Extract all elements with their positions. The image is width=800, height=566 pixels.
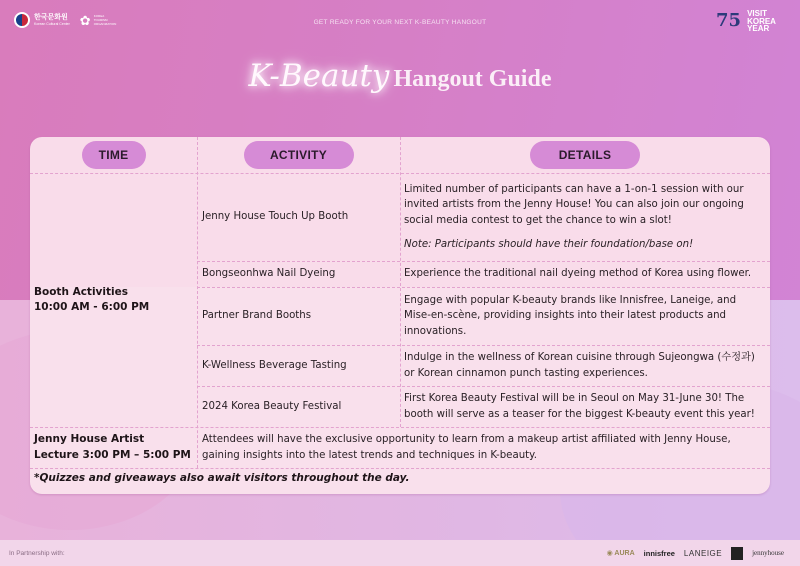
partner-brand-logos [607, 547, 784, 560]
jennyhouse-logo: jennyhouse [752, 549, 784, 557]
table-row-activity: Partner Brand Booths [202, 310, 312, 322]
divider [400, 137, 401, 427]
schedule-table [30, 137, 770, 494]
table-row-activity: Bongseonhwa Nail Dyeing [202, 268, 336, 280]
time-header-pill: TIME [82, 141, 146, 169]
page-title [0, 58, 800, 94]
header-right-logos [716, 10, 776, 33]
note-text: Note: Participants should have their foundation/base on! [404, 239, 694, 250]
aura-logo: ◉ AURA [606, 550, 635, 557]
visit-korea-year-logo: VISIT KOREA YEAR [747, 9, 776, 33]
title-highlight: K-Beauty [248, 58, 390, 94]
laneige-logo: LANEIGE [683, 548, 723, 558]
table-row-details: Limited number of participants can have a 1-on-1 session with our invited artists from the Jenny House! You can also join our ongoing social media contest to get the chance to win a slot! Note: Participants should have their foundation/base on! [404, 173, 766, 261]
kcc-english-name: Korean Cultural Center [34, 21, 70, 26]
table-row-details: Experience the traditional nail dyeing method of Korea using flower. [404, 268, 752, 280]
mise-en-scene-logo [731, 547, 743, 560]
column-header-details [400, 137, 770, 173]
table-row-details: Indulge in the wellness of Korean cuisine through Sujeongwa (수정과) or Korean cinnamon punch tasting experiences. [404, 352, 755, 379]
table-row-activity: Jenny House Touch Up Booth [202, 211, 349, 223]
time-label: Booth Activities [34, 285, 128, 298]
time-range: Lecture 3:00 PM – 5:00 PM [34, 448, 191, 461]
time-range: 10:00 AM - 6:00 PM [34, 301, 150, 313]
footer [0, 540, 800, 566]
lecture-details: Attendees will have the exclusive opportunity to learn from a makeup artist affiliated with Jenny House, gaining insights into the latest trends and techniques in K-beauty. [202, 434, 731, 461]
table-row-activity: 2024 Korea Beauty Festival [202, 400, 342, 412]
anniversary-75-logo: 75 [716, 10, 742, 32]
innisfree-logo: innisfree [643, 548, 675, 558]
table-row-details: Engage with popular K-beauty brands like Innisfree, Laneige, and Mise-en-scène, providing insights into their latest products and innovations. [404, 294, 737, 337]
column-header-activity [197, 137, 400, 173]
details-header-pill: DETAILS [530, 141, 640, 169]
table-row-details: First Korea Beauty Festival will be in Seoul on May 31-June 30! The booth will serve as a teaser for the biggest K-beauty event this year! [404, 393, 755, 420]
column-header-time [30, 137, 197, 173]
kcc-korean-name: 한국문화원 [34, 13, 68, 21]
partner-label: In Partnership with: [9, 549, 65, 557]
divider [30, 468, 770, 469]
tagline: GET READY FOR YOUR NEXT K-BEAUTY HANGOUT [313, 19, 487, 26]
time-label: Jenny House Artist [34, 433, 145, 445]
time-cell-booth-activities [34, 173, 194, 427]
divider [197, 137, 198, 468]
kto-name: KOREA TOURISM ORGANIZATION [93, 14, 117, 26]
time-cell-lecture [34, 427, 194, 468]
kto-mark-icon: ✿ [79, 12, 91, 28]
title-rest: Hangout Guide [393, 66, 552, 92]
footnote: *Quizzes and giveaways also await visitors throughout the day. [34, 472, 410, 484]
activity-header-pill: ACTIVITY [244, 141, 354, 169]
table-row-activity: K-Wellness Beverage Tasting [202, 359, 347, 371]
